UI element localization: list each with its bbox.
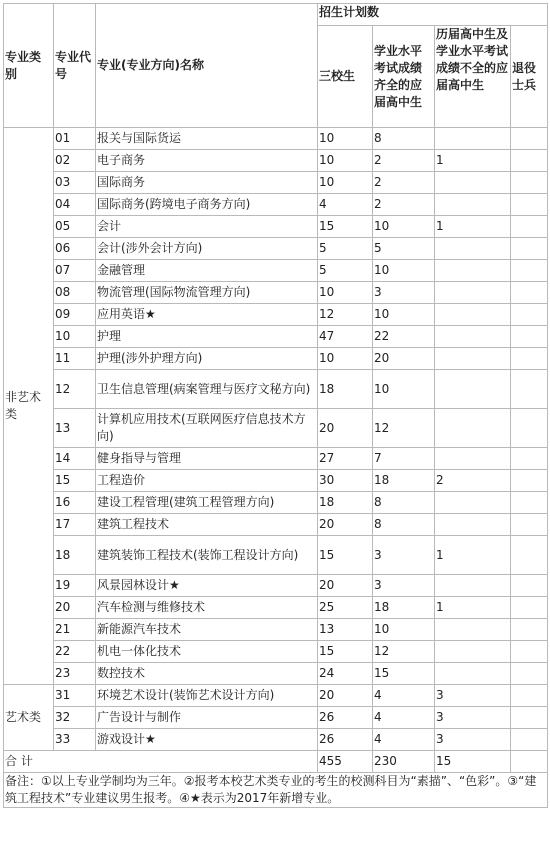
plan-previous-graduates (435, 326, 511, 348)
plan-fresh-graduates: 3 (373, 536, 435, 575)
major-name: 机电一体化技术 (96, 641, 318, 663)
major-code: 03 (54, 172, 96, 194)
plan-veterans (511, 729, 548, 751)
major-code: 17 (54, 514, 96, 536)
plan-three-school: 20 (318, 514, 373, 536)
plan-fresh-graduates: 18 (373, 470, 435, 492)
plan-three-school: 20 (318, 575, 373, 597)
major-code: 31 (54, 685, 96, 707)
plan-previous-graduates (435, 348, 511, 370)
plan-fresh-graduates: 12 (373, 641, 435, 663)
table-row (4, 470, 548, 492)
plan-three-school: 20 (318, 685, 373, 707)
total-veterans (511, 751, 548, 773)
table-row (4, 409, 548, 448)
plan-three-school: 15 (318, 216, 373, 238)
plan-previous-graduates (435, 575, 511, 597)
plan-veterans (511, 348, 548, 370)
major-name: 会计 (96, 216, 318, 238)
major-name: 国际商务(跨境电子商务方向) (96, 194, 318, 216)
plan-fresh-graduates: 8 (373, 514, 435, 536)
total-fresh-graduates: 230 (373, 751, 435, 773)
major-code: 07 (54, 260, 96, 282)
table-row (4, 597, 548, 619)
plan-veterans (511, 685, 548, 707)
plan-three-school: 10 (318, 282, 373, 304)
plan-three-school: 20 (318, 409, 373, 448)
plan-previous-graduates (435, 238, 511, 260)
plan-fresh-graduates: 10 (373, 619, 435, 641)
plan-veterans (511, 492, 548, 514)
header-three-school: 三校生 (318, 26, 373, 128)
plan-previous-graduates: 1 (435, 597, 511, 619)
plan-previous-graduates (435, 514, 511, 536)
plan-three-school: 26 (318, 707, 373, 729)
major-name: 物流管理(国际物流管理方向) (96, 282, 318, 304)
plan-fresh-graduates: 8 (373, 128, 435, 150)
plan-three-school: 13 (318, 619, 373, 641)
plan-veterans (511, 575, 548, 597)
major-name: 电子商务 (96, 150, 318, 172)
note-row (4, 773, 548, 808)
major-code: 10 (54, 326, 96, 348)
major-code: 16 (54, 492, 96, 514)
enrollment-plan-document (3, 3, 547, 858)
major-code: 02 (54, 150, 96, 172)
plan-veterans (511, 514, 548, 536)
table-row (4, 128, 548, 150)
plan-previous-graduates (435, 641, 511, 663)
table-row (4, 304, 548, 326)
plan-veterans (511, 150, 548, 172)
major-name: 会计(涉外会计方向) (96, 238, 318, 260)
major-code: 20 (54, 597, 96, 619)
plan-veterans (511, 536, 548, 575)
plan-veterans (511, 282, 548, 304)
table-row (4, 575, 548, 597)
plan-fresh-graduates: 20 (373, 348, 435, 370)
plan-fresh-graduates: 10 (373, 216, 435, 238)
table-row (4, 514, 548, 536)
plan-fresh-graduates: 12 (373, 409, 435, 448)
plan-veterans (511, 409, 548, 448)
table-row (4, 685, 548, 707)
plan-fresh-graduates: 22 (373, 326, 435, 348)
major-code: 13 (54, 409, 96, 448)
header-code: 专业代号 (54, 4, 96, 128)
plan-three-school: 10 (318, 348, 373, 370)
plan-veterans (511, 238, 548, 260)
table-row (4, 641, 548, 663)
major-name: 应用英语★ (96, 304, 318, 326)
major-code: 09 (54, 304, 96, 326)
major-name: 数控技术 (96, 663, 318, 685)
plan-veterans (511, 172, 548, 194)
plan-previous-graduates: 1 (435, 150, 511, 172)
plan-veterans (511, 216, 548, 238)
table-row (4, 663, 548, 685)
plan-fresh-graduates: 2 (373, 194, 435, 216)
plan-previous-graduates (435, 194, 511, 216)
plan-fresh-graduates: 4 (373, 707, 435, 729)
table-row (4, 536, 548, 575)
major-code: 33 (54, 729, 96, 751)
major-code: 32 (54, 707, 96, 729)
major-name: 护理 (96, 326, 318, 348)
table-row (4, 729, 548, 751)
major-name: 健身指导与管理 (96, 448, 318, 470)
total-label: 合 计 (4, 751, 318, 773)
major-name: 计算机应用技术(互联网医疗信息技术方向) (96, 409, 318, 448)
plan-previous-graduates: 1 (435, 216, 511, 238)
plan-veterans (511, 641, 548, 663)
major-code: 22 (54, 641, 96, 663)
table-row (4, 172, 548, 194)
plan-veterans (511, 619, 548, 641)
major-code: 08 (54, 282, 96, 304)
plan-previous-graduates (435, 409, 511, 448)
header-name: 专业(专业方向)名称 (96, 4, 318, 128)
major-name: 建设工程管理(建筑工程管理方向) (96, 492, 318, 514)
major-name: 环境艺术设计(装饰艺术设计方向) (96, 685, 318, 707)
plan-three-school: 10 (318, 172, 373, 194)
table-row (4, 216, 548, 238)
plan-three-school: 18 (318, 370, 373, 409)
table-row (4, 194, 548, 216)
major-code: 06 (54, 238, 96, 260)
major-name: 卫生信息管理(病案管理与医疗文秘方向) (96, 370, 318, 409)
major-name: 汽车检测与维修技术 (96, 597, 318, 619)
table-row (4, 282, 548, 304)
table-row (4, 260, 548, 282)
major-name: 建筑装饰工程技术(装饰工程设计方向) (96, 536, 318, 575)
footnote: 备注：①以上专业学制均为三年。②报考本校艺术类专业的考生的校测科目为“素描”、“色彩”。③“建筑工程技术”专业建议男生报考。④★表示为2017年新增专业。 (4, 773, 548, 808)
plan-fresh-graduates: 7 (373, 448, 435, 470)
major-code: 11 (54, 348, 96, 370)
major-code: 23 (54, 663, 96, 685)
header-previous-graduates: 历届高中生及学业水平考试成绩不全的应届高中生 (435, 26, 511, 128)
plan-previous-graduates (435, 370, 511, 409)
major-code: 04 (54, 194, 96, 216)
table-row (4, 492, 548, 514)
plan-previous-graduates (435, 128, 511, 150)
plan-three-school: 10 (318, 150, 373, 172)
plan-three-school: 30 (318, 470, 373, 492)
plan-three-school: 5 (318, 238, 373, 260)
plan-previous-graduates: 3 (435, 729, 511, 751)
plan-three-school: 25 (318, 597, 373, 619)
table-row (4, 619, 548, 641)
plan-three-school: 18 (318, 492, 373, 514)
plan-previous-graduates: 1 (435, 536, 511, 575)
plan-fresh-graduates: 3 (373, 575, 435, 597)
total-row (4, 751, 548, 773)
table-row (4, 238, 548, 260)
plan-previous-graduates (435, 619, 511, 641)
plan-previous-graduates: 3 (435, 707, 511, 729)
header-fresh-graduates: 学业水平考试成绩齐全的应届高中生 (373, 26, 435, 128)
header-veterans: 退役士兵 (511, 26, 548, 128)
plan-previous-graduates (435, 492, 511, 514)
plan-fresh-graduates: 10 (373, 370, 435, 409)
plan-veterans (511, 370, 548, 409)
plan-veterans (511, 194, 548, 216)
major-code: 12 (54, 370, 96, 409)
header-row-top (4, 4, 548, 26)
plan-fresh-graduates: 10 (373, 304, 435, 326)
plan-veterans (511, 260, 548, 282)
major-name: 广告设计与制作 (96, 707, 318, 729)
plan-fresh-graduates: 5 (373, 238, 435, 260)
plan-three-school: 4 (318, 194, 373, 216)
plan-fresh-graduates: 4 (373, 729, 435, 751)
plan-previous-graduates: 2 (435, 470, 511, 492)
plan-three-school: 26 (318, 729, 373, 751)
table-row (4, 326, 548, 348)
major-code: 19 (54, 575, 96, 597)
major-name: 国际商务 (96, 172, 318, 194)
major-name: 金融管理 (96, 260, 318, 282)
plan-three-school: 47 (318, 326, 373, 348)
plan-veterans (511, 597, 548, 619)
plan-three-school: 10 (318, 128, 373, 150)
plan-veterans (511, 448, 548, 470)
plan-three-school: 15 (318, 536, 373, 575)
plan-three-school: 27 (318, 448, 373, 470)
table-row (4, 707, 548, 729)
plan-three-school: 15 (318, 641, 373, 663)
plan-three-school: 12 (318, 304, 373, 326)
table-row (4, 348, 548, 370)
plan-fresh-graduates: 2 (373, 150, 435, 172)
plan-previous-graduates (435, 260, 511, 282)
header-plan: 招生计划数 (318, 4, 548, 26)
plan-fresh-graduates: 2 (373, 172, 435, 194)
plan-fresh-graduates: 10 (373, 260, 435, 282)
plan-three-school: 24 (318, 663, 373, 685)
major-code: 21 (54, 619, 96, 641)
table-row (4, 370, 548, 409)
plan-veterans (511, 663, 548, 685)
plan-fresh-graduates: 15 (373, 663, 435, 685)
major-name: 风景园林设计★ (96, 575, 318, 597)
major-code: 18 (54, 536, 96, 575)
plan-previous-graduates: 3 (435, 685, 511, 707)
plan-three-school: 5 (318, 260, 373, 282)
major-code: 01 (54, 128, 96, 150)
plan-previous-graduates (435, 172, 511, 194)
major-name: 工程造价 (96, 470, 318, 492)
enrollment-plan-table (3, 3, 548, 808)
plan-veterans (511, 470, 548, 492)
table-row (4, 448, 548, 470)
major-name: 游戏设计★ (96, 729, 318, 751)
major-code: 05 (54, 216, 96, 238)
plan-previous-graduates (435, 448, 511, 470)
plan-veterans (511, 128, 548, 150)
major-name: 新能源汽车技术 (96, 619, 318, 641)
total-previous-graduates: 15 (435, 751, 511, 773)
category-non-art: 非艺术类 (4, 128, 54, 685)
major-name: 报关与国际货运 (96, 128, 318, 150)
plan-previous-graduates (435, 304, 511, 326)
table-row (4, 150, 548, 172)
plan-veterans (511, 304, 548, 326)
plan-previous-graduates (435, 663, 511, 685)
major-name: 建筑工程技术 (96, 514, 318, 536)
plan-fresh-graduates: 8 (373, 492, 435, 514)
major-code: 14 (54, 448, 96, 470)
category-art: 艺术类 (4, 685, 54, 751)
plan-veterans (511, 707, 548, 729)
major-name: 护理(涉外护理方向) (96, 348, 318, 370)
plan-fresh-graduates: 3 (373, 282, 435, 304)
total-three-school: 455 (318, 751, 373, 773)
plan-fresh-graduates: 18 (373, 597, 435, 619)
header-category: 专业类别 (4, 4, 54, 128)
major-code: 15 (54, 470, 96, 492)
plan-veterans (511, 326, 548, 348)
plan-previous-graduates (435, 282, 511, 304)
plan-fresh-graduates: 4 (373, 685, 435, 707)
